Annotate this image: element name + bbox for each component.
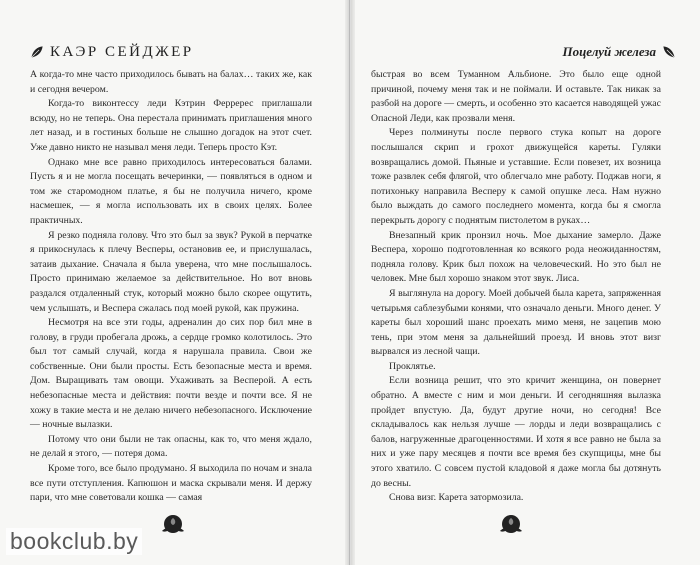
paragraph: Кроме того, все было продумано. Я выходила по ночам и знала все пути отступления. Капюшон и маска скрывали меня. И держу пари, что мне советовали кошка — самая — [30, 463, 312, 504]
paragraph: Через полминуты после первого стука копыт на дороге послышался скрип и грохот движущейся кареты. Гуляки возвращались домой. Пьяные и уставшие. Если повезет, их возница тоже развлек себя флягой, что облегчало мне работу. Поджав ноги, я потихоньку направила Весперу к самой опушке леса. Нам нужно было выждать до самого последнего момента, когда бы я смогла перекрыть дорогу с поднятым пистолетом в руках… — [371, 127, 661, 226]
author-name: КАЭР СЕЙДЖЕР — [50, 43, 194, 60]
leaf-ornament-icon — [30, 45, 44, 59]
rose-ornament-icon — [160, 511, 186, 537]
paragraph: Несмотря на все эти годы, адреналин до сих пор бил мне в голову, в груди пробегала дрожь, а сердце громко колотилось. Это был тот самый случай, когда я нарушала правила. Свои же собственные. Они были просты. Есть безопасные места и время. Дом. Выращивать там овощи. Ухаживать за Весперой. А есть небезопасные места и действия: почти везде и почти все. Я не хожу в такие места и не делаю ничего небезопасного. Исключение — ночные вылазки. — [30, 317, 312, 431]
paragraph: А когда-то мне часто приходилось бывать на балах… таких же, как и сегодня вечером. — [30, 69, 312, 95]
paragraph: Однако мне все равно приходилось интересоваться балами. Пусть я и не могла посещать вечеринки, — появляться в одном и том же старомодном платье, я бы не получила ничего, кроме насмешек, — я могла использовать их в своих целях. Более практичных. — [30, 156, 312, 226]
paragraph: Я резко подняла голову. Что это был за звук? Рукой в перчатке я прикоснулась к плечу Весперы, остановив ее, и прислушалась, затаив дыхание. Сначала я была уверена, что мне послышалось. Просто принимаю желаемое за действительное. Но вот вновь раздался отдаленный стук, который можно было скорее ощутить, чем услышать, и Веспера сжалась под моей рукой, как пружина. — [30, 229, 312, 314]
paragraph: Я выглянула на дорогу. Моей добычей была карета, запряженная четырьмя саблезубыми конями, что означало деньги. Много денег. У кареты был хороший шанс проехать мимо меня, не зацепив мою тень, при этом меня за дальнейший проезд. И вновь этот визг вырвался из лесной чащи. — [371, 287, 661, 358]
book-gutter — [345, 0, 355, 565]
paragraph: Снова визг. Карета затормозила. — [389, 492, 524, 504]
paragraph: быстрая во всем Туманном Альбионе. Это было еще одной причиной, почему меня так и не поймали. И оставьте. Так никак за разбой на дороге — смерть, и особенно это касается наводящей ужас Опасной Леди, как прозвали меня. — [371, 69, 661, 124]
paragraph: Внезапный крик пронзил ночь. Мое дыхание замерло. Даже Веспера, хорошо подготовленная ко всякого рода неожиданностям, подняла голову. Крик был похож на человеческий. Но это был не человек. Мне был хорошо знаком этот звук. Лиса. — [371, 229, 661, 285]
right-page-text — [371, 68, 661, 506]
paragraph: Если возница решит, что это кричит женщина, он повернет обратно. А вместе с ним и мои деньги. И сегодняшняя вылазка пройдет впустую. Да, будут другие ночи, но сегодня! Все складывалось как нельзя лучше — лорды и леди возвращались с балов, нагруженные драгоценностями. И хотя я все равно не была за них и уже пару месяцев я почти все время без скупщицы, мне бы этого хватило. С совсем пустой кладовой я даже могла бы дотянуть до весны. — [371, 375, 661, 489]
left-running-head — [0, 40, 349, 64]
rose-ornament-icon — [498, 511, 524, 537]
paragraph: Когда-то виконтессу леди Кэтрин Ферререс приглашали всюду, но не теперь. Она перестала принимать приглашения много лет назад, и в гостиных больше не слышно догадок на этот счет. Уже давно никто не называл меня леди. Теперь просто Кэт. — [30, 98, 312, 153]
leaf-ornament-icon — [662, 45, 676, 59]
site-watermark: bookclub.by — [6, 528, 142, 555]
right-running-head — [351, 40, 700, 64]
paragraph: Проклятье. — [389, 360, 436, 372]
right-page — [351, 0, 700, 565]
left-page-text — [30, 68, 312, 506]
book-title: Поцелуй железа — [562, 44, 656, 59]
paragraph: Потому что они были не так опасны, как то, что меня ждало, не делай я этого, — потеря дома. — [30, 433, 312, 460]
